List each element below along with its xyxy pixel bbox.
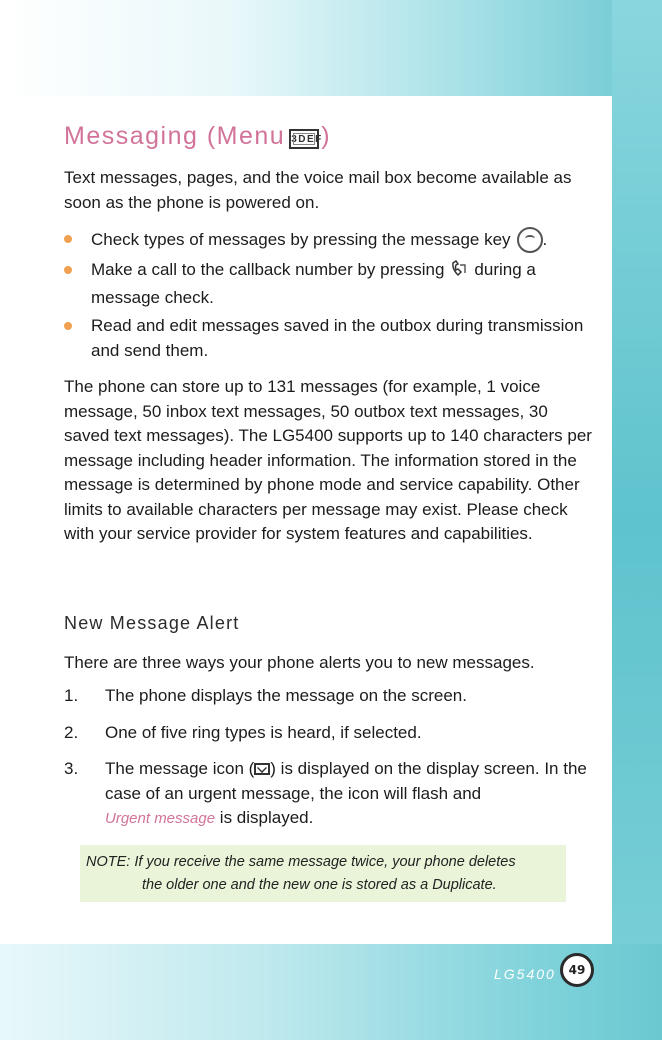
bullet-item	[64, 314, 594, 363]
side-band	[612, 0, 662, 1040]
numbered-item	[64, 757, 594, 832]
item-number: 2.	[64, 723, 79, 742]
bullet-dot	[64, 235, 72, 243]
bullet-dot	[64, 322, 72, 330]
alert-intro: There are three ways your phone alerts you to new messages.	[64, 653, 535, 672]
urgent-label: Urgent message	[105, 810, 216, 827]
bullet-dot	[64, 266, 72, 274]
menu-key-icon: 3DEF	[289, 129, 319, 149]
bullet-item	[64, 258, 594, 310]
send-key-icon	[450, 260, 468, 286]
header-band	[0, 0, 662, 96]
bullet-text: Read and edit messages saved in the outbox during transmission and send them.	[91, 316, 584, 360]
message-key-icon	[517, 227, 543, 253]
bullet-text: Make a call to the callback number by pressing during a message check.	[91, 260, 536, 307]
item-text: The message icon ( ) is displayed on the display screen. In the case of an urgent message, the icon will flash and Urgent message is displayed.	[105, 759, 587, 827]
bullet-item	[64, 227, 594, 253]
intro-paragraph: Text messages, pages, and the voice mail box become available as soon as the phone is powered on.	[64, 168, 572, 212]
title-close: )	[321, 122, 332, 150]
note-box	[80, 845, 566, 902]
item-text: One of five ring types is heard, if selected.	[105, 723, 422, 742]
item-number: 3.	[64, 759, 79, 778]
section-heading: New Message Alert	[64, 613, 240, 633]
note-text	[86, 851, 564, 897]
page-title	[64, 122, 331, 151]
model-label: LG5400	[494, 966, 556, 982]
numbered-item	[64, 721, 594, 746]
bullet-text: Check types of messages by pressing the message key .	[91, 227, 594, 253]
page-number-badge: 49	[560, 953, 594, 987]
note-line-2: the older one and the new one is stored as a Duplicate.	[142, 877, 497, 893]
storage-paragraph: The phone can store up to 131 messages (for example, 1 voice message, 50 inbox text messages, 50 outbox text messages, 30 saved text messages). The LG5400 supports up to 140 characters per message including header information. The information stored in the message is determined by phone mode and service capability. Other limits to available characters per message may exist. Please check with your service provider for system features and capabilities.	[64, 377, 592, 543]
title-text: Messaging (Menu	[64, 122, 286, 150]
numbered-item	[64, 684, 594, 709]
item-text: The phone displays the message on the screen.	[105, 686, 467, 705]
footer-band	[0, 944, 662, 1040]
note-line-1: NOTE: If you receive the same message twice, your phone deletes	[86, 854, 516, 870]
envelope-icon	[254, 763, 270, 775]
item-number: 1.	[64, 686, 79, 705]
